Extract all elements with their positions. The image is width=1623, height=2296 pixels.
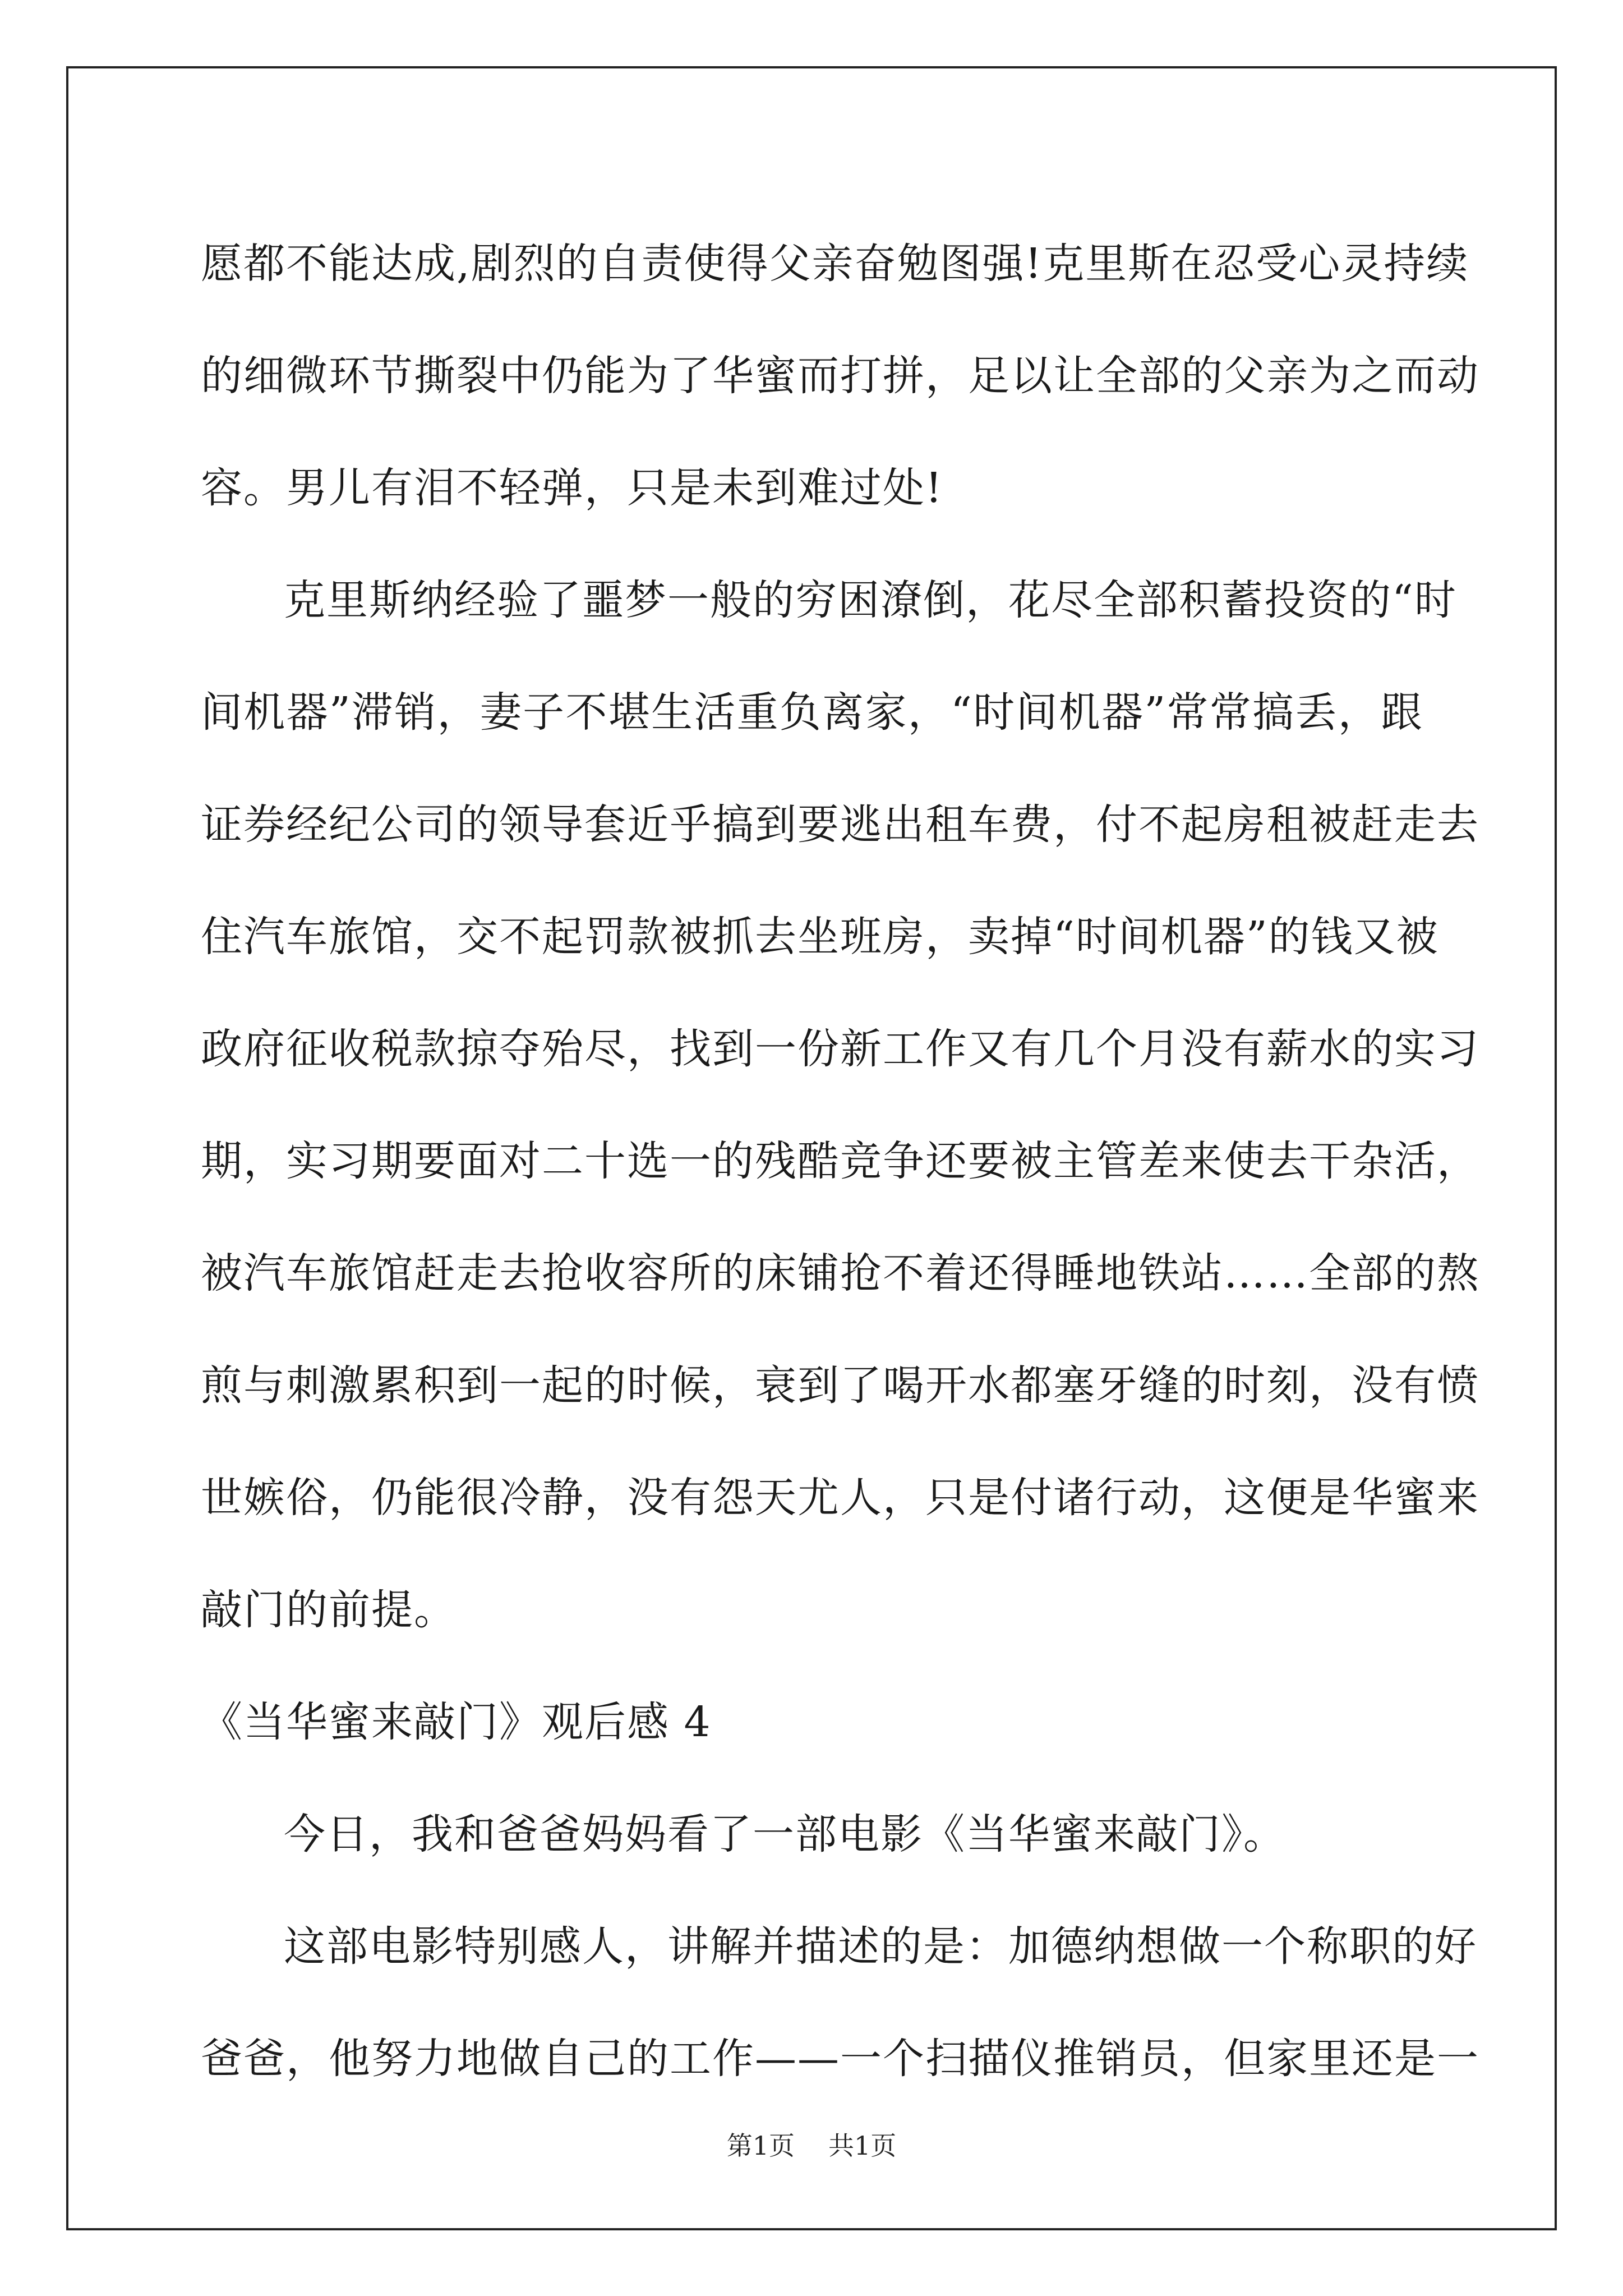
page-footer: [0, 2129, 1623, 2162]
paragraph-first-line: 今日，我和爸爸妈妈看了一部电影《当华蜜来敲门》。: [284, 1810, 1286, 1858]
document-body: [201, 208, 1479, 2115]
text-line: 住汽车旅馆，交不起罚款被抓去坐班房，卖掉“时间机器”的钱又被: [201, 913, 1439, 961]
text-line: 爸爸，他努力地做自己的工作——一个扫描仪推销员，但家里还是一: [201, 2035, 1479, 2083]
text-line: 煎与刺激累积到一起的时候，衰到了喝开水都塞牙缝的时刻，没有愤: [201, 1361, 1479, 1410]
text-line: 期，实习期要面对二十选一的残酷竞争还要被主管差来使去干杂活，: [201, 1137, 1479, 1185]
page-number: 第1页: [726, 2131, 795, 2161]
section-heading: 《当华蜜来敲门》观后感 4: [201, 1698, 712, 1746]
text-line: 间机器”滞销，妻子不堪生活重负离家，“时间机器”常常搞丢，跟: [201, 688, 1423, 737]
text-line: 愿都不能达成,剧烈的自责使得父亲奋勉图强!克里斯在忍受心灵持续: [201, 240, 1469, 288]
text-line: 政府征收税款掠夺殆尽，找到一份新工作又有几个月没有薪水的实习: [201, 1025, 1479, 1073]
page-total: 共1页: [828, 2131, 897, 2161]
paragraph-first-line: 克里斯纳经验了噩梦一般的穷困潦倒，花尽全部积蓄投资的“时: [284, 576, 1457, 624]
text-line: 的细微环节撕裂中仍能为了华蜜而打拼，足以让全部的父亲为之而动: [201, 352, 1479, 400]
text-line: 被汽车旅馆赶走去抢收容所的床铺抢不着还得睡地铁站……全部的熬: [201, 1249, 1479, 1297]
text-line: 世嫉俗，仍能很冷静，没有怨天尤人，只是付诸行动，这便是华蜜来: [201, 1474, 1479, 1522]
paragraph-first-line: 这部电影特别感人，讲解并描述的是：加德纳想做一个称职的好: [284, 1922, 1477, 1971]
text-line: 敲门的前提。: [201, 1586, 457, 1634]
text-line: 证券经纪公司的领导套近乎搞到要逃出租车费，付不起房租被赶走去: [201, 800, 1479, 849]
text-line: 容。男儿有泪不轻弹，只是未到难过处!: [201, 464, 943, 512]
